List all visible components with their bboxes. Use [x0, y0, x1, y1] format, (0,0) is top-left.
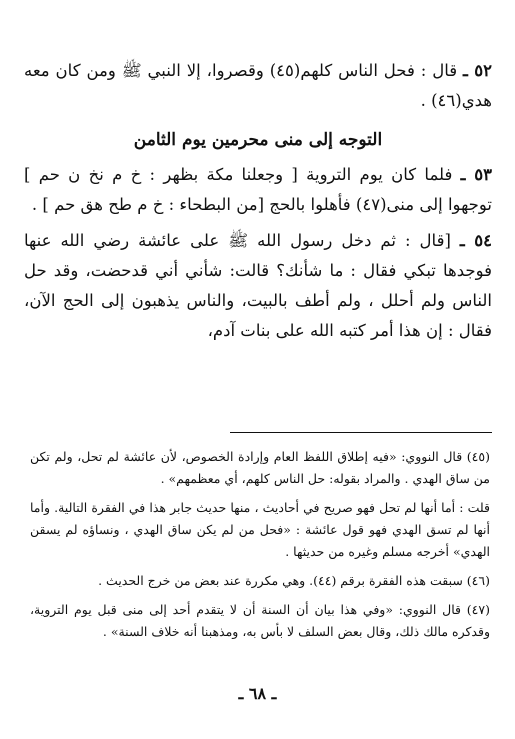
page-number: ـ ٦٨ ـ [238, 684, 277, 703]
paragraph-text: [قال : ثم دخل رسول الله ﷺ على عائشة رضي الله عنها فوجدها تبكي فقال : ما شأنك؟ قالت: شأني أني قدحضت، وقد حل الناس ولم أحلل ، ولم أطف بالبيت، والناس يذهبون إلى الحج الآن، فقال : إن هذا أمر كتبه الله على بنات آدم، [24, 231, 492, 340]
footnotes [30, 446, 490, 650]
paragraph-52 [24, 56, 492, 116]
footnote-divider [230, 432, 492, 433]
footnote-47: (٤٧) قال النووي: «وفي هذا بيان أن السنة أن لا يتقدم أحد إلى منى قبل يوم التروية، وقدكره مالك ذلك، وقال بعض السلف لا بأس به، ومذهبنا أنه خلاف السنة» . [30, 602, 490, 639]
paragraph-54 [24, 226, 492, 346]
paragraph-number: ٥٣ ـ [460, 165, 492, 184]
paragraph-number: ٥٤ ـ [459, 231, 492, 250]
paragraph-53 [24, 160, 492, 220]
footnote-46: (٤٦) سبقت هذه الفقرة برقم (٤٤). وهي مكررة عند بعض من خرج الحديث . [98, 573, 490, 588]
section-heading: التوجه إلى منى محرمين يوم الثامن [133, 130, 383, 150]
footnote-45: (٤٥) قال النووي: «فيه إطلاق اللفظ العام وإرادة الخصوص، لأن عائشة لم تحل، ولم تكن من ساق الهدي . والمراد بقوله: حل الناس كلهم، أي معظمهم» . [30, 449, 490, 486]
paragraph-number: ٥٢ ـ [463, 61, 493, 80]
paragraph-text: قال : فحل الناس كلهم(٤٥) وقصروا، إلا النبي ﷺ ومن كان معه هدي(٤٦) . [24, 61, 492, 110]
footnote-45-comment: قلت : أما أنها لم تحل فهو صريح في أحاديث ، منها حديث جابر هذا في الفقرة التالية. وأما أنها لم تسق الهدي فهو قول عائشة : «فحل من لم يكن ساق الهدي ، ونساؤه لم يسقن الهدي» أخرجه مسلم وغيره من حديثها . [30, 500, 490, 559]
paragraph-text: فلما كان يوم التروية [ وجعلنا مكة بظهر : خ م نخ ن حم ] توجهوا إلى منى(٤٧) فأهلوا بالحج [من البطحاء : خ م طح هق حم ] . [24, 165, 492, 214]
main-text [24, 56, 492, 346]
